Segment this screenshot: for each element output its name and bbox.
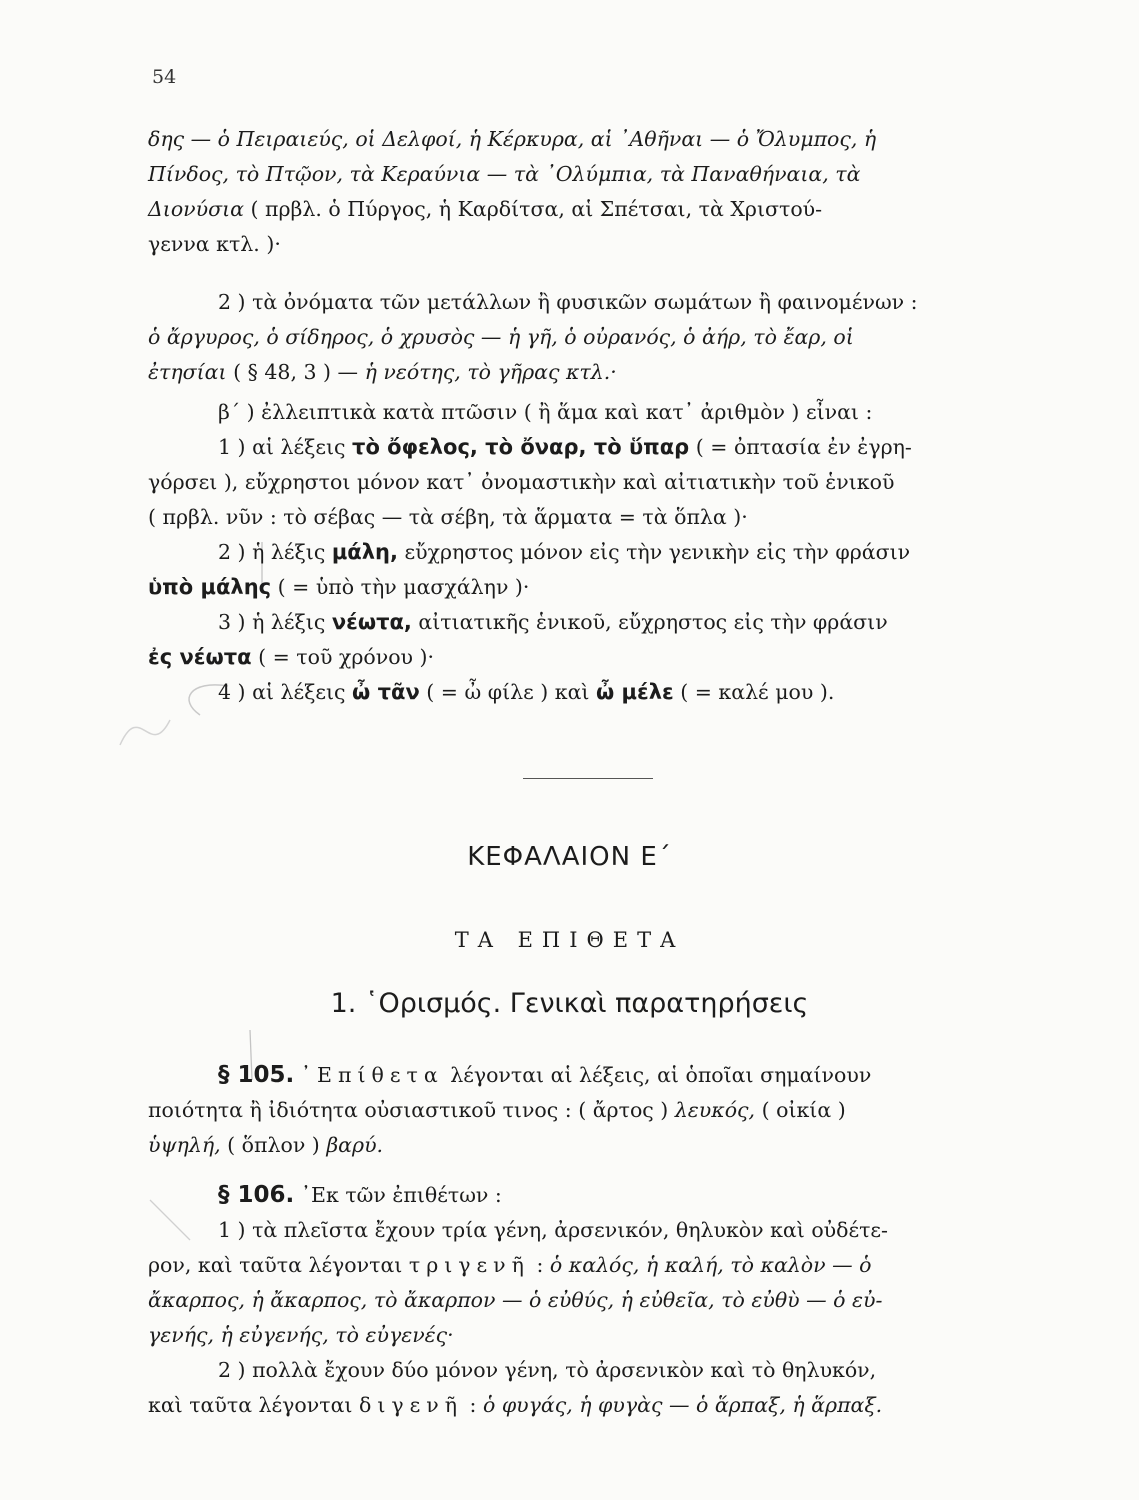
line <box>148 640 1014 675</box>
spaced-term: διγενῆ <box>358 1393 463 1417</box>
text-italic: Πίνδος, τὸ Πτῷον, τὰ Κεραύνια — τὰ ᾿Ολύμπια, τὰ Παναθήναια, τὰ <box>148 162 861 186</box>
bold-term: ὦ τᾶν <box>352 680 420 704</box>
text: 4 ) αἱ λέξεις <box>218 680 346 704</box>
line <box>148 122 1014 157</box>
line <box>148 1318 1014 1353</box>
text-italic: δης — ὁ Πειραιεύς, οἱ Δελφοί, ἡ Κέρκυρα, αἱ ᾿Αθῆναι — ὁ Ὄλυμπος, ἡ <box>148 127 877 151</box>
text: 3 ) ἡ λέξις <box>218 610 326 634</box>
line <box>148 192 1014 227</box>
bold-term: τὸ ὄφελος, τὸ ὄναρ, τὸ ὕπαρ <box>352 435 690 459</box>
line <box>148 1178 1014 1213</box>
text: ᾿Εκ τῶν ἐπιθέτων : <box>300 1183 502 1207</box>
text: ( § 48, 3 ) — <box>233 360 359 384</box>
text-italic: γενής, ἡ εὐγενής, τὸ εὐγενές· <box>148 1323 454 1347</box>
bold-term: νέωτα, <box>331 610 412 634</box>
line <box>148 157 1014 192</box>
line <box>148 675 1014 710</box>
section-title: 1. ῾Ορισμός. Γενικαὶ παρατηρήσεις <box>330 988 809 1019</box>
text: ( = ὀπτασία ἐν ἐγρη- <box>695 435 912 459</box>
text: γεννα κτλ. )· <box>148 232 281 256</box>
bold-term: ὑπὸ μάλης <box>148 575 272 599</box>
text: β΄ ) ἐλλειπτικὰ κατὰ πτῶσιν ( ἢ ἅμα καὶ κατ᾿ ἀριθμὸν ) εἶναι : <box>218 400 873 424</box>
text: ( = ὦ φίλε ) καὶ <box>426 680 590 704</box>
text: γόρσει ), εὔχρηστοι μόνον κατ᾿ ὀνομαστικὴν καὶ αἰτιατικὴν τοῦ ἑνικοῦ <box>148 470 895 494</box>
bold-term: ἐς νέωτα <box>148 645 252 669</box>
line <box>148 355 1014 390</box>
line <box>148 285 1014 320</box>
line <box>148 227 1014 262</box>
line <box>148 570 1014 605</box>
text-italic: λευκός, <box>674 1098 756 1122</box>
text-italic: ὑψηλή, <box>148 1133 221 1157</box>
bold-term: ὦ μέλε <box>595 680 674 704</box>
text-italic: Διονύσια <box>148 197 244 221</box>
text-italic: βαρύ. <box>326 1133 384 1157</box>
text: 1 ) τὰ πλεῖστα ἔχουν τρία γένη, ἀρσενικόν, θηλυκὸν καὶ οὐδέτε- <box>218 1218 888 1242</box>
text: : <box>536 1253 544 1277</box>
text: καὶ ταῦτα λέγονται <box>148 1393 353 1417</box>
line <box>148 1388 1014 1423</box>
section-divider <box>523 778 653 779</box>
line <box>148 1058 1014 1093</box>
text: ( ὅπλον ) <box>227 1133 320 1157</box>
text: 1 ) αἱ λέξεις <box>218 435 346 459</box>
text: ( = ὑπὸ τὴν μασχάλην )· <box>277 575 530 599</box>
section-number: § 106. <box>218 1182 295 1208</box>
text: : <box>469 1393 477 1417</box>
spaced-term: τριγενῆ <box>408 1253 530 1277</box>
text: λέγονται αἱ λέξεις, αἱ ὁποῖαι σημαίνουν <box>450 1063 872 1087</box>
line <box>148 320 1014 355</box>
line <box>148 1213 1014 1248</box>
text: 2 ) ἡ λέξις <box>218 540 326 564</box>
text-italic: ὁ φυγάς, ἡ φυγὰς — ὁ ἅρπαξ, ἡ ἅρπαξ. <box>482 1393 883 1417</box>
line <box>148 605 1014 640</box>
chapter-heading: ΚΕΦΑΛΑΙΟΝ Ε΄ <box>467 842 672 872</box>
pencil-scribble-mark <box>120 720 170 745</box>
line <box>148 1353 1014 1388</box>
text: ( = τοῦ χρόνου )· <box>258 645 435 669</box>
text: ( οἰκία ) <box>761 1098 846 1122</box>
text: 2 ) πολλὰ ἔχουν δύο μόνον γένη, τὸ ἀρσενικὸν καὶ τὸ θηλυκόν, <box>218 1358 877 1382</box>
text: αἰτιατικῆς ἑνικοῦ, εὔχρηστος εἰς τὴν φράσιν <box>418 610 888 634</box>
text: ( = καλέ μου ). <box>680 680 835 704</box>
chapter-subtitle: ΤΑ ΕΠΙΘΕΤΑ <box>454 928 685 952</box>
paragraph-105 <box>148 1058 1014 1163</box>
text: εὔχρηστος μόνον εἰς τὴν γενικὴν εἰς τὴν φράσιν <box>404 540 911 564</box>
line <box>148 1128 1014 1163</box>
text: ( πρβλ. νῦν : τὸ σέβας — τὰ σέβη, τὰ ἅρματα = τὰ ὅπλα )· <box>148 505 748 529</box>
text-italic: ἄκαρπος, ἡ ἄκαρπος, τὸ ἄκαρπον — ὁ εὐθύς, ἡ εὐθεῖα, τὸ εὐθὺ — ὁ εὐ- <box>148 1288 883 1312</box>
elliptic-block <box>148 395 1014 710</box>
page-number: 54 <box>152 66 177 88</box>
bold-term: μάλη, <box>331 540 398 564</box>
item-2-block <box>148 285 1014 390</box>
line <box>148 1283 1014 1318</box>
spaced-term: ᾿Επίθετα <box>300 1063 444 1087</box>
text-italic: ἐτησίαι <box>148 360 227 384</box>
text: ( πρβλ. ὁ Πύργος, ἡ Καρδίτσα, αἱ Σπέτσαι, τὰ Χριστού- <box>250 197 823 221</box>
line <box>148 465 1014 500</box>
line <box>148 1093 1014 1128</box>
line <box>148 395 1014 430</box>
continuation-block <box>148 122 1014 262</box>
line <box>148 430 1014 465</box>
text-italic: ὁ ἄργυρος, ὁ σίδηρος, ὁ χρυσὸς — ἡ γῆ, ὁ οὐρανός, ὁ ἀήρ, τὸ ἔαρ, οἱ <box>148 325 854 349</box>
text: ρον, καὶ ταῦτα λέγονται <box>148 1253 403 1277</box>
paragraph-106 <box>148 1178 1014 1423</box>
text-italic: ἡ νεότης, τὸ γῆρας κτλ.· <box>364 360 617 384</box>
text: ποιότητα ἢ ἰδιότητα οὐσιαστικοῦ τινος : ( ἄρτος ) <box>148 1098 669 1122</box>
section-number: § 105. <box>218 1062 295 1088</box>
text: 2 ) τὰ ὀνόματα τῶν μετάλλων ἢ φυσικῶν σωμάτων ἢ φαινομένων : <box>218 290 918 314</box>
text-italic: ὁ καλός, ἡ καλή, τὸ καλὸν — ὁ <box>549 1253 872 1277</box>
line <box>148 1248 1014 1283</box>
line <box>148 500 1014 535</box>
line <box>148 535 1014 570</box>
